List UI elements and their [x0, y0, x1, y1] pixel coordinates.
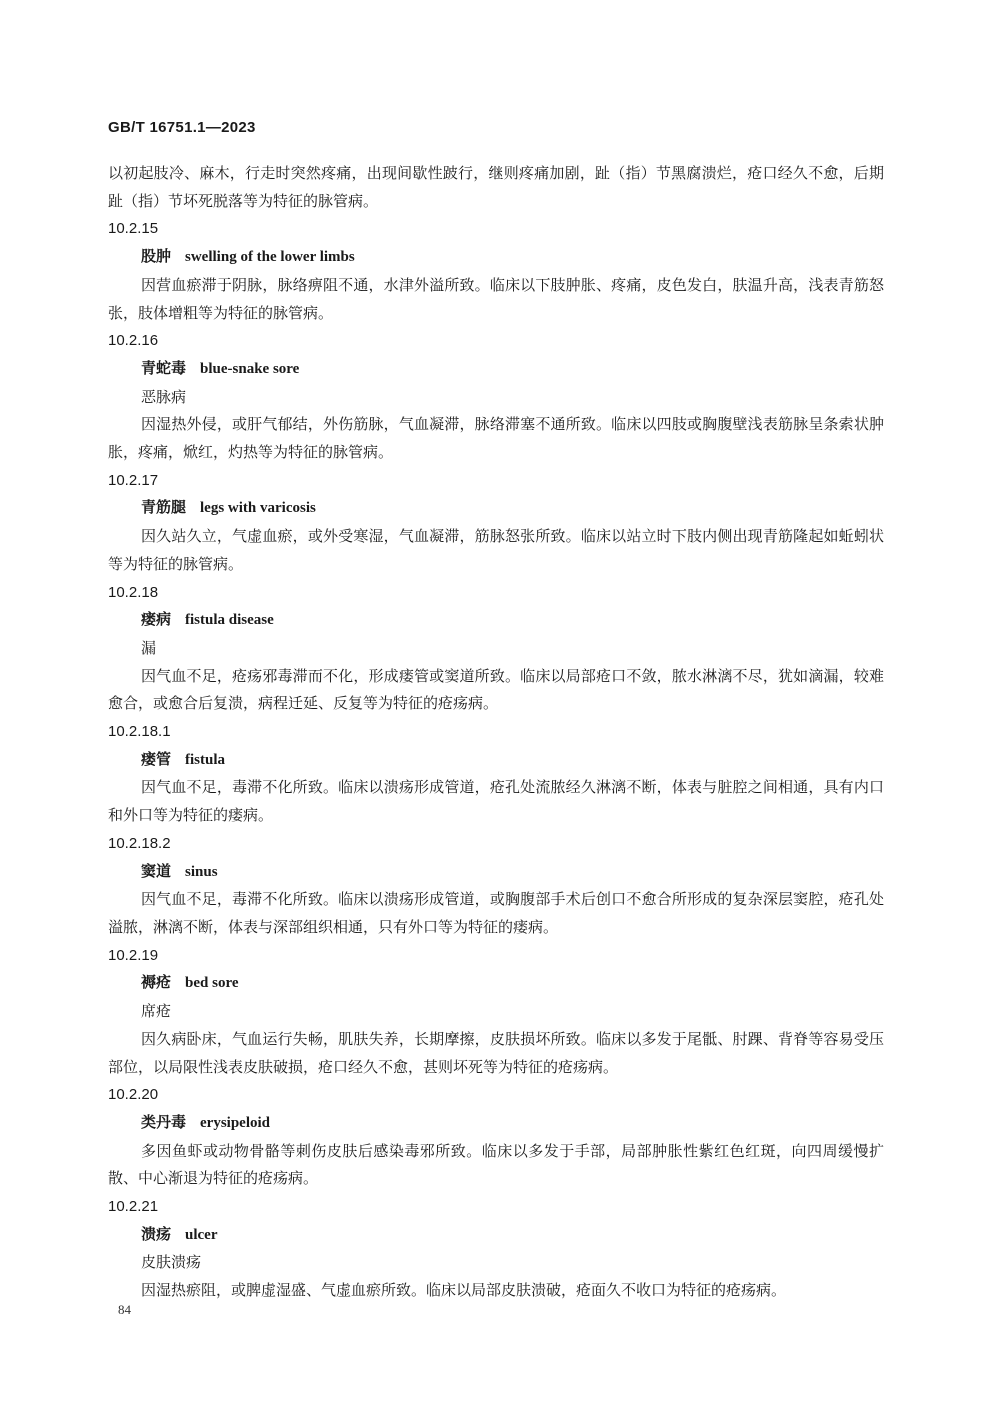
term-zh: 股肿 — [141, 247, 172, 266]
synonym: 皮肤溃疡 — [141, 1253, 202, 1272]
content-body — [108, 160, 884, 1305]
term-en: sinus — [185, 863, 218, 880]
term-en: fistula disease — [185, 612, 274, 629]
term-line — [108, 969, 884, 998]
clause-number: 10.2.16 — [108, 332, 159, 350]
intro-paragraph: 以初起肢冷、麻木，行走时突然疼痛，出现间歇性跛行，继则疼痛加剧，趾（指）节黑腐溃烂，疮口经久不愈，后期趾（指）节坏死脱落等为特征的脉管病。 — [108, 164, 884, 210]
term-zh: 瘘病 — [141, 610, 172, 629]
term-zh: 青蛇毒 — [141, 358, 187, 377]
entry — [108, 718, 884, 830]
standard-header: GB/T 16751.1—2023 — [108, 119, 256, 136]
entry — [108, 1193, 884, 1305]
entry — [108, 942, 884, 1082]
term-line — [108, 1109, 884, 1138]
definition: 因久站久立，气虚血瘀，或外受寒湿，气血凝滞，筋脉怒张所致。临床以站立时下肢内侧出现青筋隆起如蚯蚓状等为特征的脉管病。 — [108, 527, 884, 573]
clause-number: 10.2.18 — [108, 583, 159, 601]
term-en: fistula — [185, 751, 226, 768]
term-en: swelling of the lower limbs — [185, 249, 355, 266]
term-en: blue-snake sore — [200, 360, 300, 377]
term-line — [108, 606, 884, 635]
definition: 因气血不足，毒滞不化所致。临床以溃疡形成管道，或胸腹部手术后创口不愈合所形成的复杂深层窦腔，疮孔处溢脓，淋漓不断，体表与深部组织相通，只有外口等为特征的瘘病。 — [108, 890, 884, 936]
clause-number: 10.2.17 — [108, 471, 159, 489]
definition: 因气血不足，疮疡邪毒滞而不化，形成瘘管或窦道所致。临床以局部疮口不敛，脓水淋漓不尽，犹如滴漏，较难愈合，或愈合后复溃，病程迁延、反复等为特征的疮疡病。 — [108, 666, 884, 713]
definition: 因久病卧床，气血运行失畅，肌肤失养，长期摩擦，皮肤损坏所致。临床以多发于尾骶、肘踝、背脊等容易受压部位，以局限性浅表皮肤破损，疮口经久不愈，甚则坏死等为特征的疮疡病。 — [108, 1029, 884, 1076]
clause-number: 10.2.19 — [108, 946, 159, 964]
term-line — [108, 355, 884, 384]
synonym: 恶脉病 — [141, 387, 187, 406]
synonym: 漏 — [141, 638, 157, 657]
term-zh: 类丹毒 — [141, 1112, 187, 1131]
clause-number: 10.2.21 — [108, 1198, 159, 1216]
term-line — [108, 858, 884, 887]
entry — [108, 579, 884, 719]
term-line — [108, 746, 884, 775]
entry — [108, 1081, 884, 1193]
entry — [108, 830, 884, 942]
term-zh: 褥疮 — [141, 973, 172, 992]
clause-number: 10.2.18.1 — [108, 723, 171, 741]
page-number: 84 — [118, 1302, 131, 1317]
definition: 因营血瘀滞于阴脉，脉络痹阻不通，水津外溢所致。临床以下肢肿胀、疼痛，皮色发白，肤温升高，浅表青筋怒张，肢体增粗等为特征的脉管病。 — [108, 275, 884, 322]
definition: 多因鱼虾或动物骨骼等刺伤皮肤后感染毒邪所致。临床以多发于手部，局部肿胀性紫红色红斑，向四周缓慢扩散、中心渐退为特征的疮疡病。 — [108, 1141, 884, 1188]
synonym: 席疮 — [141, 1002, 172, 1021]
term-en: legs with varicosis — [200, 500, 316, 517]
term-zh: 青筋腿 — [141, 498, 187, 517]
term-line — [108, 243, 884, 272]
clause-number: 10.2.15 — [108, 220, 159, 238]
entry — [108, 215, 884, 327]
definition: 因湿热瘀阻，或脾虚湿盛、气虚血瘀所致。临床以局部皮肤溃破，疮面久不收口为特征的疮疡病。 — [141, 1281, 787, 1300]
term-en: ulcer — [185, 1226, 218, 1243]
clause-number: 10.2.20 — [108, 1086, 159, 1104]
entry — [108, 467, 884, 579]
definition: 因湿热外侵，或肝气郁结，外伤筋脉，气血凝滞，脉络滞塞不通所致。临床以四肢或胸腹壁浅表筋脉呈条索状肿胀，疼痛，焮红，灼热等为特征的脉管病。 — [108, 415, 884, 462]
term-en: bed sore — [185, 975, 239, 992]
term-zh: 瘘管 — [141, 749, 172, 768]
term-line — [108, 1221, 884, 1250]
term-en: erysipeloid — [200, 1114, 271, 1131]
term-zh: 窦道 — [141, 861, 172, 880]
clause-number: 10.2.18.2 — [108, 834, 171, 852]
definition: 因气血不足，毒滞不化所致。临床以溃疡形成管道，疮孔处流脓经久淋漓不断，体表与脏腔之间相通，具有内口和外口等为特征的瘘病。 — [108, 778, 884, 825]
entry — [108, 327, 884, 467]
term-line — [108, 494, 884, 523]
term-zh: 溃疡 — [141, 1224, 172, 1243]
